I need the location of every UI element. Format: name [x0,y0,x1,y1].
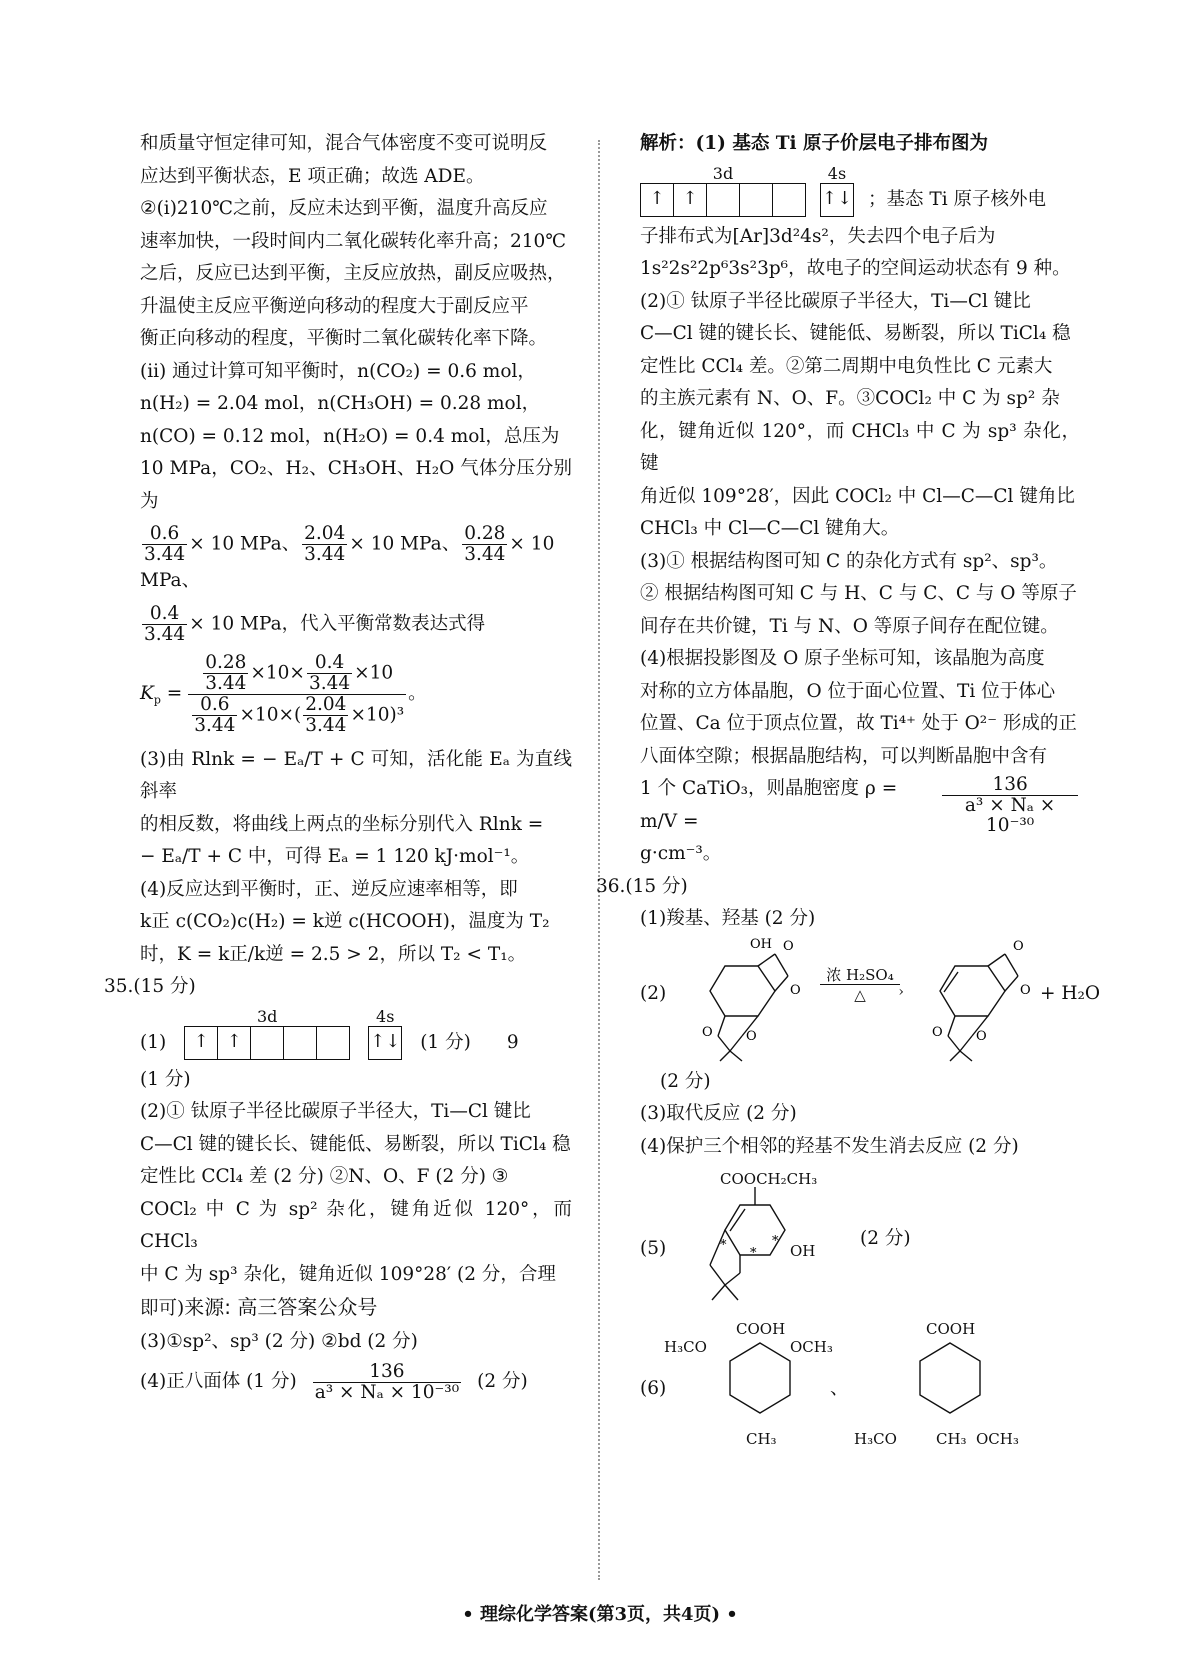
text-line: 对称的立方体晶胞，O 位于面心位置、Ti 位于体心 [640,680,1056,702]
text-line: (ii) 通过计算可知平衡时，n(CO₂) = 0.6 mol， [140,360,536,382]
text-line: 应达到平衡状态，E 项正确；故选 ADE。 [140,165,485,187]
text-line: 速率加快，一段时间内二氧化碳转化率升高；210℃ [140,230,567,252]
text-line: 位置、Ca 位于顶点位置，故 Ti⁴⁺ 处于 O²⁻ 形成的正 [640,713,1077,734]
compound-6a-structure-icon [710,1333,810,1423]
svg-text:O: O [1020,982,1031,998]
text-line: ② 根据结构图可知 C 与 H、C 与 C、C 与 O 等原子 [640,583,1077,604]
text-line: 的相反数，将曲线上两点的坐标分别代入 Rlnk = [140,813,544,835]
up-arrow-icon: ↑ [674,184,707,216]
text-line: (4)反应达到平衡时，正、逆反应速率相等，即 [140,878,518,900]
partial-pressure-line: $\frac{0.6}{3.44}$ × 10 MPa、 $\frac{2.04}{3.44}$ × 10 MPa、 $\frac{0.28}{3.44}$ × 10 MPa、 [140,523,555,591]
text-line: COCl₂ 中 C 为 sp² 杂化，键角近似 120°，而 CHCl₃ [140,1198,572,1252]
text-line: − Eₐ/T + C 中，可得 Eₐ = 1 120 kJ·mol⁻¹。 [140,846,530,867]
orbital-4s: 4s ↑↓ [368,1008,402,1060]
text-line: k正 c(CO₂)c(H₂) = k逆 c(HCOOH)，温度为 T₂ [140,911,550,932]
text-line: 定性比 CCl₄ 差。②第二周期中电负性比 C 元素大 [640,355,1053,377]
orbital-diagram-analysis: 3d ↑ ↑ 4s ↑↓ ；基态 Ti 原子核外电 [640,165,1080,217]
orbital-3d: 3d ↑ ↑ [184,1008,350,1060]
text-line: 和质量守恒定律可知，混合气体密度不变可说明反 [140,133,548,154]
question-35-heading: 35.(15 分) [104,976,196,997]
text-line: (3)①sp²、sp³ (2 分) ②bd (2 分) [140,1330,418,1352]
text-line: (3)由 Rlnk = − Eₐ/T + C 可知，活化能 Eₐ 为直线斜率 [140,748,572,802]
text-line: g·cm⁻³。 [640,843,722,864]
text-line: 间存在共价键，Ti 与 N、O 等原子间存在配位键。 [640,615,1059,637]
text-line: 时，K = k正/k逆 = 2.5 > 2，所以 T₂ < T₁。 [140,943,527,965]
question-36-heading: 36.(15 分) [596,875,688,897]
column-divider [598,140,600,1580]
density-expression: 1 个 CaTiO₃，则晶胞密度 ρ = m/V = $\frac{136}{\text{a³ × Nₐ × 10⁻³⁰}}$ [640,773,1080,838]
text-line: (2)① 钛原子半径比碳原子半径大，Ti—Cl 键比 [640,290,1031,312]
text-line: (4)根据投影图及 O 原子坐标可知，该晶胞为高度 [640,648,1045,669]
text-line: (2)① 钛原子半径比碳原子半径大，Ti—Cl 键比 [140,1101,531,1122]
text-line: 化，键角近似 120°，而 CHCl₃ 中 C 为 sp³ 杂化，键 [640,420,1080,474]
svg-text:*: * [772,1234,779,1249]
product-structure-icon [910,936,1040,1064]
kp-expression: $K_p$ = $\frac{0.28}{3.44}$ ×10× $\frac{0.4}{3.44}$ ×10 $\frac{0.6}{3.44}$ ×10×( $\frac{2.04}{3.44}$ ×10)³ 。 [140,651,427,736]
text-line: 中 C 为 sp³ 杂化，键角近似 109°28′ (2 分，合理 [140,1263,556,1285]
text-line: (3)取代反应 (2 分) [640,1103,797,1124]
text-line: C—Cl 键的键长长、键能低、易断裂，所以 TiCl₄ 稳 [140,1133,571,1155]
svg-text:O: O [783,938,794,954]
fraction: $\frac{0.28}{3.44}$ [464,523,506,565]
svg-text:OH: OH [750,936,772,952]
svg-text:O: O [790,982,801,998]
svg-text:O: O [976,1028,987,1044]
text-line: CHCl₃ 中 Cl—C—Cl 键角大。 [640,518,900,539]
watermark-text: 来源: 高三答案公众号 [184,1295,378,1319]
text-line: (1)羧基、羟基 (2 分) [640,908,816,929]
fraction: $\frac{2.04}{3.44}$ [304,523,346,565]
svg-text:O: O [1013,938,1024,954]
text-line: ②(i)210℃之前，反应未达到平衡，温度升高反应 [140,198,548,219]
answer-35-4: (4)正八面体 (1 分) $\frac{136}{\text{a³ × Nₐ × 10⁻³⁰}}$ (2 分) [140,1361,528,1403]
text-line: 角近似 109°28′，因此 COCl₂ 中 Cl—C—Cl 键角比 [640,485,1075,507]
up-down-arrow-icon: ↑↓ [821,188,853,210]
svg-text:O: O [932,1024,943,1040]
text-line: 解析：(1) 基态 Ti 原子价层电子排布图为 [640,133,988,154]
text-line: (4)保护三个相邻的羟基不发生消去反应 (2 分) [640,1135,1019,1157]
reactant-structure-icon [680,936,810,1064]
page-footer: • 理综化学答案(第3页，共4页) • [462,1604,738,1625]
orbital-diagram-35: (1) 3d ↑ ↑ 4s ↑↓ (1 分) 9 [140,1008,572,1060]
up-arrow-icon: ↑ [218,1027,251,1059]
right-column: 解析：(1) 基态 Ti 原子价层电子排布图为 3d ↑ ↑ 4s ↑↓ ；基态 Ti 原子核外电 子排布式为[Ar]3d²4s²，失去四个电子后为 1s²2s²2p⁶3s²3p⁶，故电子的空间运动状态有 9 种。 (2)① 钛原子半径比碳原子半径大，Ti—Cl 键比 C—Cl 键的键长长、键能低、易断裂，所以 TiCl₄ 稳 定性比 CCl₄ 差。②第二周期中电负性比 C 元素大 的主族元素有 N、O、F。③COCl₂ 中 C 为 sp² 杂 化，键角近似 120°，而 CHCl₃ 中 C 为 sp³ 杂化，键 角近似 109°28′，因此 COCl₂ 中 Cl—C—Cl 键角比 CHCl₃ 中 Cl—C—Cl 键角大。 (3)① 根据结构图可知 C 的杂化方式有 sp²、sp³。 ② 根据结构图可知 C 与 H、C 与 C、C 与 O 等原子 间存在共价键，Ti 与 N、O 等原子间存在配位键。 (4)根据投影图及 O 原子坐标可知，该晶胞为高度 对称的立方体晶胞，O 位于面心位置、Ti 位于体心 位置、Ca 位于顶点位置，故 Ti⁴⁺ 处于 O²⁻ 形成的正 八面体空隙；根据晶胞结构，可以判断晶胞中含有 1 个 CaTiO₃，则晶胞密度 ρ = m/V = $\frac{136}{\text{a³ × Nₐ × 10⁻³⁰}}$ g·cm⁻³。 36.(15 分) (1)羧基、羟基 (2 分) (2) OH O O O O 浓 H₂SO₄ › △ O O O O + H₂O (2 分) (3)取代反应 (2 分) (4)保护三个相邻的羟基不发生消去反应 (2 分) (5) COOCH₂CH₃ * * * OH (2 分) (6) COOH H₃CO OCH₃ CH₃ 、 COOH H₃CO OCH₃ CH₃ [640,128,1080,1443]
left-column: 和质量守恒定律可知，混合气体密度不变可说明反 应达到平衡状态，E 项正确；故选 ADE。 ②(i)210℃之前，反应未达到平衡，温度升高反应 速率加快，一段时间内二氧化碳转化率升高；210℃ 之后，反应已达到平衡，主反应放热，副反应吸热， 升温使主反应平衡逆向移动的程度大于副反应平 衡正向移动的程度，平衡时二氧化碳转化率下降。 (ii) 通过计算可知平衡时，n(CO₂) = 0.6 mol， n(H₂) = 2.04 mol，n(CH₃OH) = 0.28 mol， n(CO) = 0.12 mol，n(H₂O) = 0.4 mol，总压为 10 MPa，CO₂、H₂、CH₃OH、H₂O 气体分压分别为 $\frac{0.6}{3.44}$ × 10 MPa、 $\frac{2.04}{3.44}$ × 10 MPa、 $\frac{0.28}{3.44}$ × 10 MPa、 $\frac{0.4}{3.44}$ × 10 MPa，代入平衡常数表达式得 $K_p$ = $\frac{0.28}{3.44}$ ×10× $\frac{0.4}{3.44}$ ×10 $\frac{0.6}{3.44}$ ×10×( $\frac{2.04}{3.44}$ ×10)³ 。 (3)由 Rlnk = − Eₐ/T + C 可知，活化能 Eₐ 为直线斜率 的相反数，将曲线上两点的坐标分别代入 Rlnk = − Eₐ/T + C 中，可得 Eₐ = 1 120 kJ·mol⁻¹。 (4)反应达到平衡时，正、逆反应速率相等，即 k正 c(CO₂)c(H₂) = k逆 c(HCOOH)，温度为 T₂ 时，K = k正/k逆 = 2.5 > 2，所以 T₂ < T₁。 35.(15 分) (1) 3d ↑ ↑ 4s ↑↓ (1 分) 9 (1 分) (2)① 钛原子半径比碳原子半径大，Ti—Cl 键比 C—Cl 键的键长长、键能低、易断裂，所以 TiCl₄ 稳 定性比 CCl₄ 差 (2 分) ②N、O、F (2 分) ③ COCl₂ 中 C 为 sp² 杂化，键角近似 120°，而 CHCl₃ 中 C 为 sp³ 杂化，键角近似 109°28′ (2 分，合理 即可)来源: 高三答案公众号 (3)①sp²、sp³ (2 分) ②bd (2 分) (4)正八面体 (1 分) $\frac{136}{\text{a³ × Nₐ × 10⁻³⁰}}$ (2 分) [140,128,572,1403]
text-line: (3)① 根据结构图可知 C 的杂化方式有 sp²、sp³。 [640,550,1058,572]
up-down-arrow-icon: ↑↓ [370,1031,401,1053]
text-line: 升温使主反应平衡逆向移动的程度大于副反应平 [140,295,529,317]
reaction-arrow: 浓 H₂SO₄ › △ [820,966,900,1005]
fraction: $\frac{0.4}{3.44}$ [144,602,186,645]
fraction: $\frac{0.6}{3.44}$ [144,523,186,565]
text-line: 定性比 CCl₄ 差 (2 分) ②N、O、F (2 分) ③ [140,1166,509,1187]
answer-36-5: (5) COOCH₂CH₃ * * * OH (2 分) [640,1163,1080,1313]
text-line: 10 MPa，CO₂、H₂、CH₃OH、H₂O 气体分压分别为 [140,458,572,512]
text-line: 之后，反应已达到平衡，主反应放热，副反应吸热， [140,263,566,284]
compound-6b-structure-icon [900,1333,1000,1423]
partial-pressure-line-2: $\frac{0.4}{3.44}$ × 10 MPa，代入平衡常数表达式得 [144,602,486,645]
text-line: 衡正向移动的程度，平衡时二氧化碳转化率下降。 [140,328,548,349]
up-arrow-icon: ↑ [185,1027,218,1059]
text-line: 的主族元素有 N、O、F。③COCl₂ 中 C 为 sp² 杂 [640,388,1060,409]
svg-text:O: O [702,1024,713,1040]
text-line: C—Cl 键的键长长、键能低、易断裂，所以 TiCl₄ 稳 [640,323,1071,344]
svg-text:*: * [720,1238,727,1253]
answer-36-6: (6) COOH H₃CO OCH₃ CH₃ 、 COOH H₃CO OCH₃ CH₃ [640,1320,1019,1448]
text-line: 八面体空隙；根据晶胞结构，可以判断晶胞中含有 [640,745,1048,767]
text-line: n(H₂) = 2.04 mol，n(CH₃OH) = 0.28 mol， [140,393,541,414]
up-arrow-icon: ↑ [641,184,674,216]
svg-text:O: O [746,1028,757,1044]
text-line: 子排布式为[Ar]3d²4s²，失去四个电子后为 [640,225,996,247]
svg-text:*: * [750,1246,757,1261]
text-line: 1s²2s²2p⁶3s²3p⁶，故电子的空间运动状态有 9 种。 [640,258,1071,279]
reaction-36-2: (2) OH O O O O 浓 H₂SO₄ › △ O O O O + H₂O [640,936,1080,1066]
text-line: n(CO) = 0.12 mol，n(H₂O) = 0.4 mol，总压为 [140,425,560,447]
